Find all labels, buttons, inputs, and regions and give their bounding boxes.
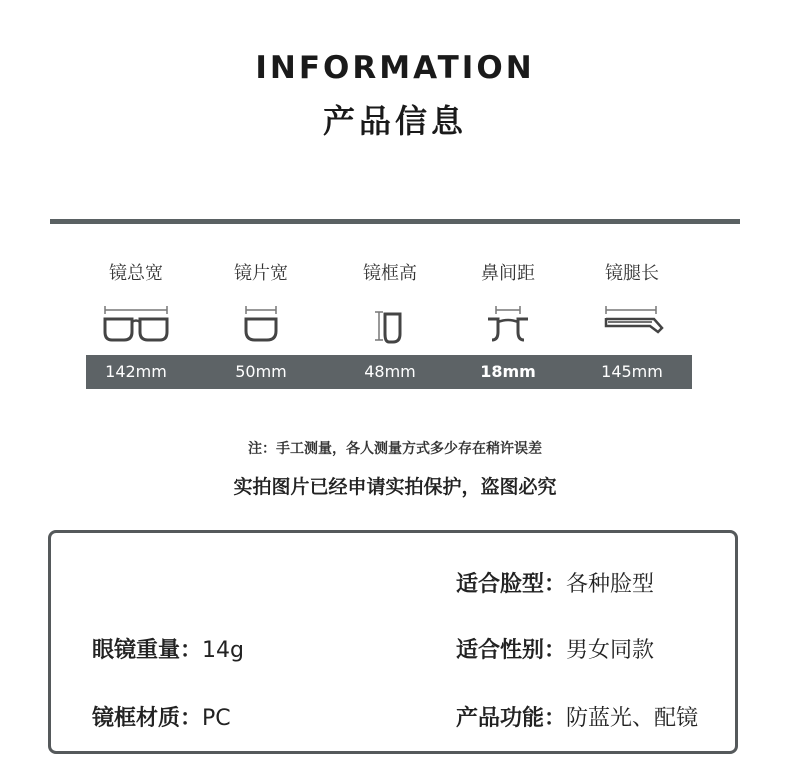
label-nose-bridge: 鼻间距 — [481, 263, 535, 284]
lens-width-icon — [221, 302, 301, 346]
spec-function — [456, 701, 698, 732]
label-lens-width: 镜片宽 — [234, 263, 288, 284]
spec-material — [92, 701, 231, 732]
spec-material-key: 镜框材质： — [92, 706, 203, 731]
spec-weight-value: 14g — [202, 638, 244, 663]
frame-height-icon — [350, 302, 430, 346]
spec-gender — [456, 633, 654, 664]
label-temple-length: 镜腿长 — [605, 263, 659, 284]
spec-gender-key: 适合性别： — [456, 638, 567, 663]
spec-face-shape — [456, 567, 654, 598]
label-total-width: 镜总宽 — [109, 263, 163, 284]
title-english: INFORMATION — [255, 50, 535, 86]
copyright-notice: 实拍图片已经申请实拍保护，盗图必究 — [233, 476, 557, 498]
title-chinese: 产品信息 — [322, 102, 467, 140]
spec-function-value: 防蓝光、配镜 — [566, 706, 699, 731]
spec-function-key: 产品功能： — [456, 706, 567, 731]
label-frame-height: 镜框高 — [363, 263, 417, 284]
value-lens-width: 50mm — [235, 362, 287, 381]
full-glasses-width-icon — [96, 302, 176, 346]
value-nose-bridge: 18mm — [480, 362, 536, 381]
nose-bridge-icon — [468, 302, 548, 346]
temple-length-icon — [592, 302, 672, 346]
spec-material-value: PC — [202, 706, 231, 731]
divider — [50, 219, 740, 224]
value-frame-height: 48mm — [364, 362, 416, 381]
spec-face-shape-key: 适合脸型： — [456, 572, 567, 597]
spec-face-shape-value: 各种脸型 — [566, 572, 655, 597]
measurement-value-bar — [86, 355, 692, 389]
value-temple-length: 145mm — [601, 362, 663, 381]
spec-weight — [92, 633, 244, 664]
spec-weight-key: 眼镜重量： — [92, 638, 203, 663]
value-total-width: 142mm — [105, 362, 167, 381]
spec-gender-value: 男女同款 — [566, 638, 655, 663]
measurement-disclaimer: 注：手工测量，各人测量方式多少存在稍许误差 — [248, 441, 542, 457]
